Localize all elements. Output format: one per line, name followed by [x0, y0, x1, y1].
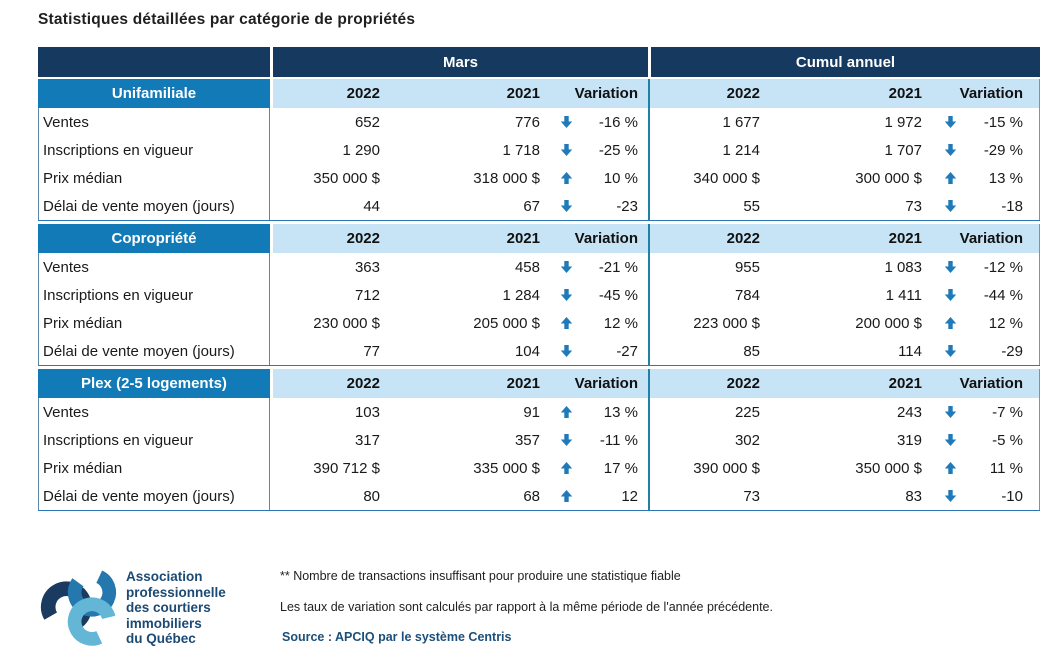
cumul-variation-cell	[930, 454, 1040, 482]
col-header-cumul-2021: 2021	[768, 79, 930, 108]
mars-variation-cell	[548, 309, 648, 337]
table-row	[38, 164, 1040, 192]
mars-2022-value: 652	[354, 113, 380, 131]
mars-variation-cell	[548, 136, 648, 164]
cumul-variation-value: -15 %	[983, 113, 1023, 131]
col-header-mars-variation: Variation	[548, 224, 648, 253]
arrow-up-icon	[560, 405, 573, 419]
mars-2021-value: 104	[514, 342, 540, 360]
section-title: Unifamiliale	[38, 79, 270, 108]
section-title: Plex (2-5 logements)	[38, 369, 270, 398]
apciq-logo-icon	[40, 565, 122, 649]
arrow-up-icon	[560, 316, 573, 330]
cumul-variation-value: -7 %	[992, 403, 1023, 421]
col-header-cumul-2022: 2022	[648, 369, 768, 398]
arrow-up-icon	[560, 171, 573, 185]
logo-text-line: immobiliers	[126, 615, 202, 631]
arrow-down-icon	[944, 288, 957, 302]
cumul-2021-value: 1 972	[884, 113, 922, 131]
mars-2022-value: 363	[354, 258, 380, 276]
cumul-2021-value: 1 083	[884, 258, 922, 276]
mars-2022-value: 44	[363, 197, 380, 215]
section-header-row	[38, 224, 1040, 253]
mars-2021-value: 1 284	[502, 286, 540, 304]
logo-text-line: du Québec	[126, 631, 196, 646]
row-label: Inscriptions en vigueur	[38, 281, 270, 309]
row-label: Inscriptions en vigueur	[38, 136, 270, 164]
arrow-down-icon	[944, 405, 957, 419]
section-1	[38, 224, 1040, 366]
mars-variation-value: -25 %	[598, 141, 638, 159]
col-header-cumul-variation: Variation	[930, 369, 1040, 398]
section-header-row	[38, 369, 1040, 398]
mars-2021-value: 205 000 $	[473, 314, 540, 332]
mars-variation-cell	[548, 482, 648, 510]
cumul-2022-value: 955	[648, 253, 768, 281]
mars-variation-value: -23	[616, 197, 638, 215]
row-label: Prix médian	[38, 454, 270, 482]
mars-2022-value: 80	[363, 487, 380, 505]
source-line: Source : APCIQ par le système Centris	[282, 630, 512, 644]
cumul-2022-value: 225	[648, 398, 768, 426]
cumul-2022-value: 55	[648, 192, 768, 220]
cumul-2021-value: 300 000 $	[855, 169, 922, 187]
section-title: Copropriété	[38, 224, 270, 253]
cumul-group-label: Cumul annuel	[795, 53, 896, 71]
cumul-variation-cell	[930, 281, 1040, 309]
mars-variation-value: 17 %	[603, 459, 638, 477]
cumul-2021-value: 1 707	[884, 141, 922, 159]
arrow-up-icon	[944, 461, 957, 475]
mars-variation-value: 12 %	[603, 314, 638, 332]
cumul-2022-value: 73	[648, 482, 768, 510]
cumul-2022-value: 1 214	[648, 136, 768, 164]
mars-variation-cell	[548, 192, 648, 220]
arrow-down-icon	[560, 433, 573, 447]
arrow-down-icon	[560, 115, 573, 129]
logo-text-line: des courtiers	[126, 600, 211, 615]
table-row	[38, 398, 1040, 426]
arrow-down-icon	[560, 199, 573, 213]
cumul-variation-cell	[930, 482, 1040, 510]
row-label: Prix médian	[38, 164, 270, 192]
table-sections	[38, 79, 1040, 511]
arrow-down-icon	[560, 288, 573, 302]
arrow-up-icon	[560, 489, 573, 503]
col-header-mars-2022: 2022	[270, 224, 388, 253]
col-header-mars-2021: 2021	[388, 369, 548, 398]
mars-2022-value: 230 000 $	[313, 314, 380, 332]
col-header-mars-2021: 2021	[388, 224, 548, 253]
mars-2021-value: 67	[523, 197, 540, 215]
row-label: Délai de vente moyen (jours)	[38, 192, 270, 220]
row-label: Délai de vente moyen (jours)	[38, 482, 270, 510]
mars-variation-value: -11 %	[599, 431, 638, 449]
col-header-cumul-2022: 2022	[648, 79, 768, 108]
mars-variation-value: 12	[621, 487, 638, 505]
arrow-up-icon	[944, 316, 957, 330]
mars-variation-cell	[548, 398, 648, 426]
row-label: Ventes	[38, 253, 270, 281]
mars-variation-cell	[548, 426, 648, 454]
cumul-2022-value: 784	[648, 281, 768, 309]
row-label: Ventes	[38, 398, 270, 426]
table-row	[38, 281, 1040, 309]
cumul-2022-value: 390 000 $	[648, 454, 768, 482]
footnote-insufficient: ** Nombre de transactions insuffisant pour produire une statistique fiable	[280, 569, 681, 583]
cumul-variation-value: -10	[1001, 487, 1023, 505]
arrow-up-icon	[560, 461, 573, 475]
mars-2021-value: 357	[514, 431, 540, 449]
group-header-mars	[270, 47, 648, 77]
cumul-variation-cell	[930, 136, 1040, 164]
cumul-variation-cell	[930, 164, 1040, 192]
mars-variation-value: -16 %	[598, 113, 638, 131]
table-row	[38, 136, 1040, 164]
cumul-2022-value: 1 677	[648, 108, 768, 136]
col-header-cumul-variation: Variation	[930, 79, 1040, 108]
col-header-cumul-variation: Variation	[930, 224, 1040, 253]
cumul-variation-cell	[930, 253, 1040, 281]
mars-2021-value: 91	[523, 403, 540, 421]
mars-2021-value: 335 000 $	[473, 459, 540, 477]
col-header-cumul-2021: 2021	[768, 224, 930, 253]
cumul-variation-cell	[930, 108, 1040, 136]
cumul-2021-value: 319	[896, 431, 922, 449]
group-header-spacer	[38, 47, 270, 77]
table-row	[38, 253, 1040, 281]
cumul-2021-value: 73	[905, 197, 922, 215]
mars-variation-value: -21 %	[598, 258, 638, 276]
mars-variation-cell	[548, 454, 648, 482]
table-row	[38, 426, 1040, 454]
cumul-variation-value: -44 %	[983, 286, 1023, 304]
mars-2021-value: 318 000 $	[473, 169, 540, 187]
cumul-2022-value: 302	[648, 426, 768, 454]
cumul-variation-value: -12 %	[983, 258, 1023, 276]
cumul-variation-cell	[930, 398, 1040, 426]
cumul-variation-cell	[930, 192, 1040, 220]
cumul-2022-value: 223 000 $	[648, 309, 768, 337]
cumul-2021-value: 1 411	[885, 286, 922, 304]
arrow-down-icon	[944, 143, 957, 157]
page-title: Statistiques détaillées par catégorie de propriétés	[38, 11, 416, 28]
group-header-row	[38, 47, 1040, 77]
cumul-variation-value: -29	[1001, 342, 1023, 360]
arrow-down-icon	[560, 260, 573, 274]
table-row	[38, 454, 1040, 482]
arrow-up-icon	[944, 171, 957, 185]
col-header-mars-2021: 2021	[388, 79, 548, 108]
col-header-mars-variation: Variation	[548, 79, 648, 108]
mars-variation-cell	[548, 281, 648, 309]
col-header-cumul-2022: 2022	[648, 224, 768, 253]
cumul-variation-value: -18	[1001, 197, 1023, 215]
mars-group-label: Mars	[442, 53, 479, 71]
stats-table	[38, 47, 1040, 514]
arrow-down-icon	[560, 344, 573, 358]
row-label: Prix médian	[38, 309, 270, 337]
cumul-2021-value: 83	[905, 487, 922, 505]
arrow-down-icon	[560, 143, 573, 157]
col-header-mars-2022: 2022	[270, 79, 388, 108]
cumul-variation-cell	[930, 337, 1040, 365]
cumul-variation-cell	[930, 309, 1040, 337]
cumul-2022-value: 340 000 $	[648, 164, 768, 192]
arrow-down-icon	[944, 115, 957, 129]
cumul-variation-cell	[930, 426, 1040, 454]
table-row	[38, 482, 1040, 510]
mars-2022-value: 1 290	[342, 141, 380, 159]
mars-2022-value: 350 000 $	[313, 169, 380, 187]
mars-2021-value: 458	[514, 258, 540, 276]
section-2	[38, 369, 1040, 511]
mars-variation-value: -45 %	[598, 286, 638, 304]
cumul-variation-value: -5 %	[992, 431, 1023, 449]
arrow-down-icon	[944, 344, 957, 358]
cumul-variation-value: 11 %	[989, 459, 1023, 477]
mars-variation-value: 10 %	[603, 169, 638, 187]
mars-2022-value: 317	[354, 431, 380, 449]
arrow-down-icon	[944, 433, 957, 447]
col-header-mars-variation: Variation	[548, 369, 648, 398]
cumul-variation-value: -29 %	[983, 141, 1023, 159]
table-row	[38, 108, 1040, 136]
mars-2022-value: 77	[363, 342, 380, 360]
mars-2022-value: 390 712 $	[313, 459, 380, 477]
row-label: Délai de vente moyen (jours)	[38, 337, 270, 365]
logo-text-line: professionnelle	[126, 584, 226, 600]
table-row	[38, 192, 1040, 220]
arrow-down-icon	[944, 260, 957, 274]
mars-variation-value: 13 %	[603, 403, 638, 421]
cumul-2021-value: 243	[896, 403, 922, 421]
mars-2022-value: 103	[354, 403, 380, 421]
mars-2022-value: 712	[354, 286, 380, 304]
arrow-down-icon	[944, 489, 957, 503]
cumul-2022-value: 85	[648, 337, 768, 365]
table-row	[38, 309, 1040, 337]
col-header-cumul-2021: 2021	[768, 369, 930, 398]
section-0	[38, 79, 1040, 221]
group-header-cumul	[648, 47, 1040, 77]
cumul-2021-value: 350 000 $	[855, 459, 922, 477]
mars-2021-value: 1 718	[502, 141, 540, 159]
cumul-variation-value: 13 %	[988, 169, 1023, 187]
mars-variation-value: -27	[616, 342, 638, 360]
cumul-2021-value: 114	[898, 342, 922, 360]
col-header-mars-2022: 2022	[270, 369, 388, 398]
mars-2021-value: 68	[523, 487, 540, 505]
mars-2021-value: 776	[514, 113, 540, 131]
footnote-variation: Les taux de variation sont calculés par rapport à la même période de l'année précédente.	[280, 600, 773, 614]
cumul-2021-value: 200 000 $	[855, 314, 922, 332]
arrow-down-icon	[944, 199, 957, 213]
mars-variation-cell	[548, 164, 648, 192]
mars-variation-cell	[548, 337, 648, 365]
mars-variation-cell	[548, 253, 648, 281]
table-row	[38, 337, 1040, 365]
section-header-row	[38, 79, 1040, 108]
row-label: Inscriptions en vigueur	[38, 426, 270, 454]
mars-variation-cell	[548, 108, 648, 136]
cumul-variation-value: 12 %	[988, 314, 1023, 332]
footnotes	[280, 569, 773, 644]
row-label: Ventes	[38, 108, 270, 136]
logo-text-line: Association	[126, 569, 203, 584]
apciq-logo-text	[126, 569, 226, 647]
